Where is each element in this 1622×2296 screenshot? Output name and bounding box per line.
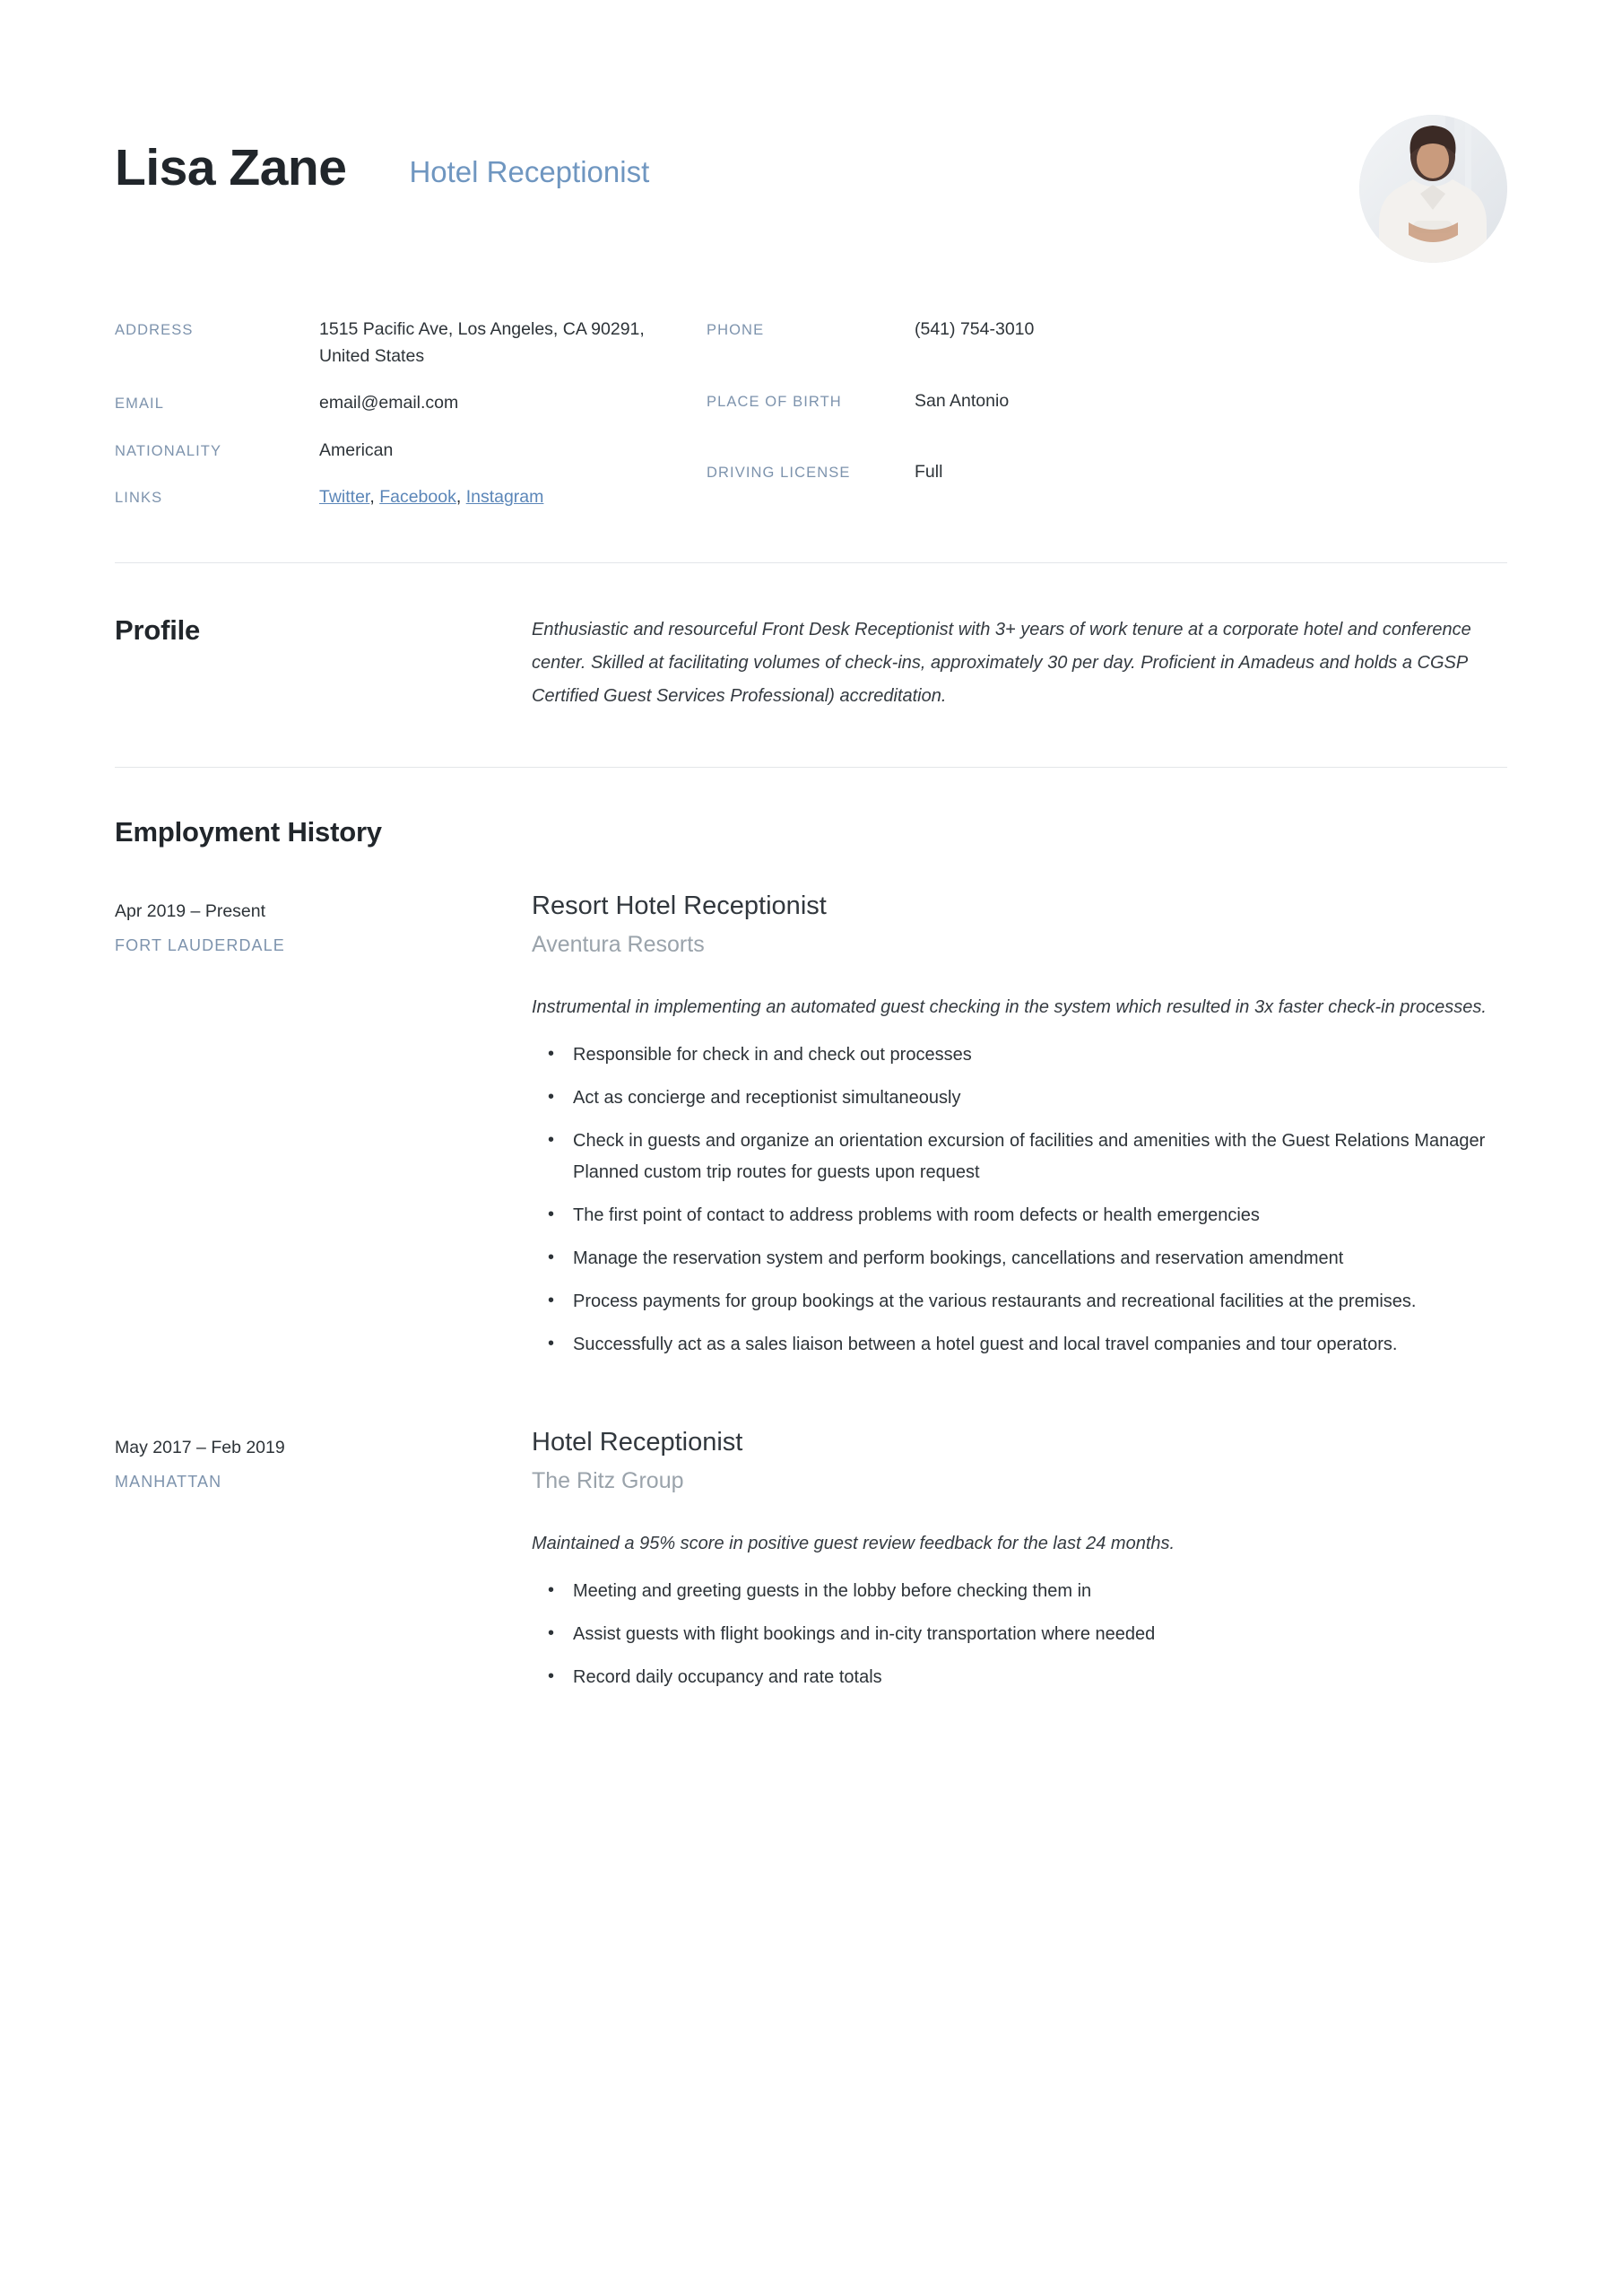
contact-details-right xyxy=(707,316,1209,530)
list-item: • Meeting and greeting guests in the lobby before checking them in xyxy=(573,1576,1507,1607)
list-item: • The first point of contact to address problems with room defects or health emergencies xyxy=(573,1200,1507,1231)
profile-section-title: Profile xyxy=(115,614,201,647)
employment-section xyxy=(115,816,1507,1705)
link-facebook[interactable]: Facebook xyxy=(379,486,456,507)
employment-entry xyxy=(115,1426,1507,1705)
profile-text: Enthusiastic and resourceful Front Desk Receptionist with 3+ years of work tenure at a corporate hotel and conference center. Skilled at facilitating volumes of check-ins, approximately 30 per day. Proficient in Amadeus and holds a CGSP Certified Guest Services Professional) accreditation. xyxy=(532,620,1471,707)
profile-section-body xyxy=(532,613,1507,713)
divider-profile xyxy=(115,767,1507,768)
link-separator-1: , xyxy=(369,486,380,507)
link-twitter[interactable]: Twitter xyxy=(319,486,370,507)
employment-company: Aventura Resorts xyxy=(532,931,705,957)
employment-entry xyxy=(115,890,1507,1372)
list-item: • Act as concierge and receptionist simultaneously xyxy=(573,1083,1507,1114)
detail-label-phone: PHONE xyxy=(707,322,765,338)
employment-role: Hotel Receptionist xyxy=(532,1428,743,1457)
list-item: • Assist guests with flight bookings and in-city transportation where needed xyxy=(573,1619,1507,1650)
detail-label-address: ADDRESS xyxy=(115,322,194,338)
detail-value-address: 1515 Pacific Ave, Los Angeles, CA 90291, United States xyxy=(319,319,645,367)
employment-date: May 2017 – Feb 2019 xyxy=(115,1438,285,1458)
employment-entry-main xyxy=(532,890,1507,1372)
employment-entry-meta xyxy=(115,1426,532,1705)
detail-value-phone: (541) 754-3010 xyxy=(915,319,1035,339)
detail-label-links: LINKS xyxy=(115,489,163,506)
list-item: • Check in guests and organize an orientation excursion of facilities and amenities with the Guest Relations Manager Planned custom trip routes for guests upon request xyxy=(573,1126,1507,1188)
detail-value-place-of-birth: San Antonio xyxy=(915,390,1010,411)
divider-top xyxy=(115,562,1507,563)
detail-label-email: EMAIL xyxy=(115,396,165,413)
list-item: • Process payments for group bookings at the various restaurants and recreational facilities at the premises. xyxy=(573,1286,1507,1318)
contact-details xyxy=(115,316,1507,530)
link-separator-2: , xyxy=(455,486,466,507)
resume-header xyxy=(115,115,1507,249)
employment-date: Apr 2019 – Present xyxy=(115,901,266,922)
link-instagram[interactable]: Instagram xyxy=(465,486,544,507)
avatar xyxy=(1359,115,1507,263)
detail-label-driving-license: DRIVING LICENSE xyxy=(707,465,851,482)
employment-location: FORT LAUDERDALE xyxy=(115,936,285,955)
list-item: • Responsible for check in and check out processes xyxy=(573,1039,1507,1071)
detail-label-nationality: NATIONALITY xyxy=(115,442,222,459)
employment-summary: Instrumental in implementing an automated guest checking in the system which resulted in 3x faster check-in processes. xyxy=(532,997,1487,1018)
employment-role: Resort Hotel Receptionist xyxy=(532,891,827,921)
employment-section-title: Employment History xyxy=(115,816,382,848)
list-item: • Manage the reservation system and perform bookings, cancellations and reservation amendment xyxy=(573,1243,1507,1274)
detail-value-email: email@email.com xyxy=(319,393,459,413)
employment-summary: Maintained a 95% score in positive guest review feedback for the last 24 months. xyxy=(532,1534,1175,1554)
detail-value-driving-license: Full xyxy=(915,462,943,483)
header-job-title: Hotel Receptionist xyxy=(409,155,650,188)
employment-bullet-list xyxy=(532,1576,1507,1693)
contact-details-left xyxy=(115,316,707,530)
profile-section xyxy=(115,613,1507,713)
employment-entry-main xyxy=(532,1426,1507,1705)
detail-value-nationality: American xyxy=(319,439,394,460)
detail-label-place-of-birth: PLACE OF BIRTH xyxy=(707,393,842,410)
detail-value-links xyxy=(319,483,707,530)
employment-location: MANHATTAN xyxy=(115,1473,222,1492)
list-item: • Successfully act as a sales liaison between a hotel guest and local travel companies and tour operators. xyxy=(573,1329,1507,1361)
page-title: Lisa Zane xyxy=(115,139,347,196)
employment-bullet-list xyxy=(532,1039,1507,1361)
employment-entry-meta xyxy=(115,890,532,1372)
list-item: • Record daily occupancy and rate totals xyxy=(573,1662,1507,1693)
employment-company: The Ritz Group xyxy=(532,1467,684,1493)
avatar-photo-icon xyxy=(1359,115,1507,263)
